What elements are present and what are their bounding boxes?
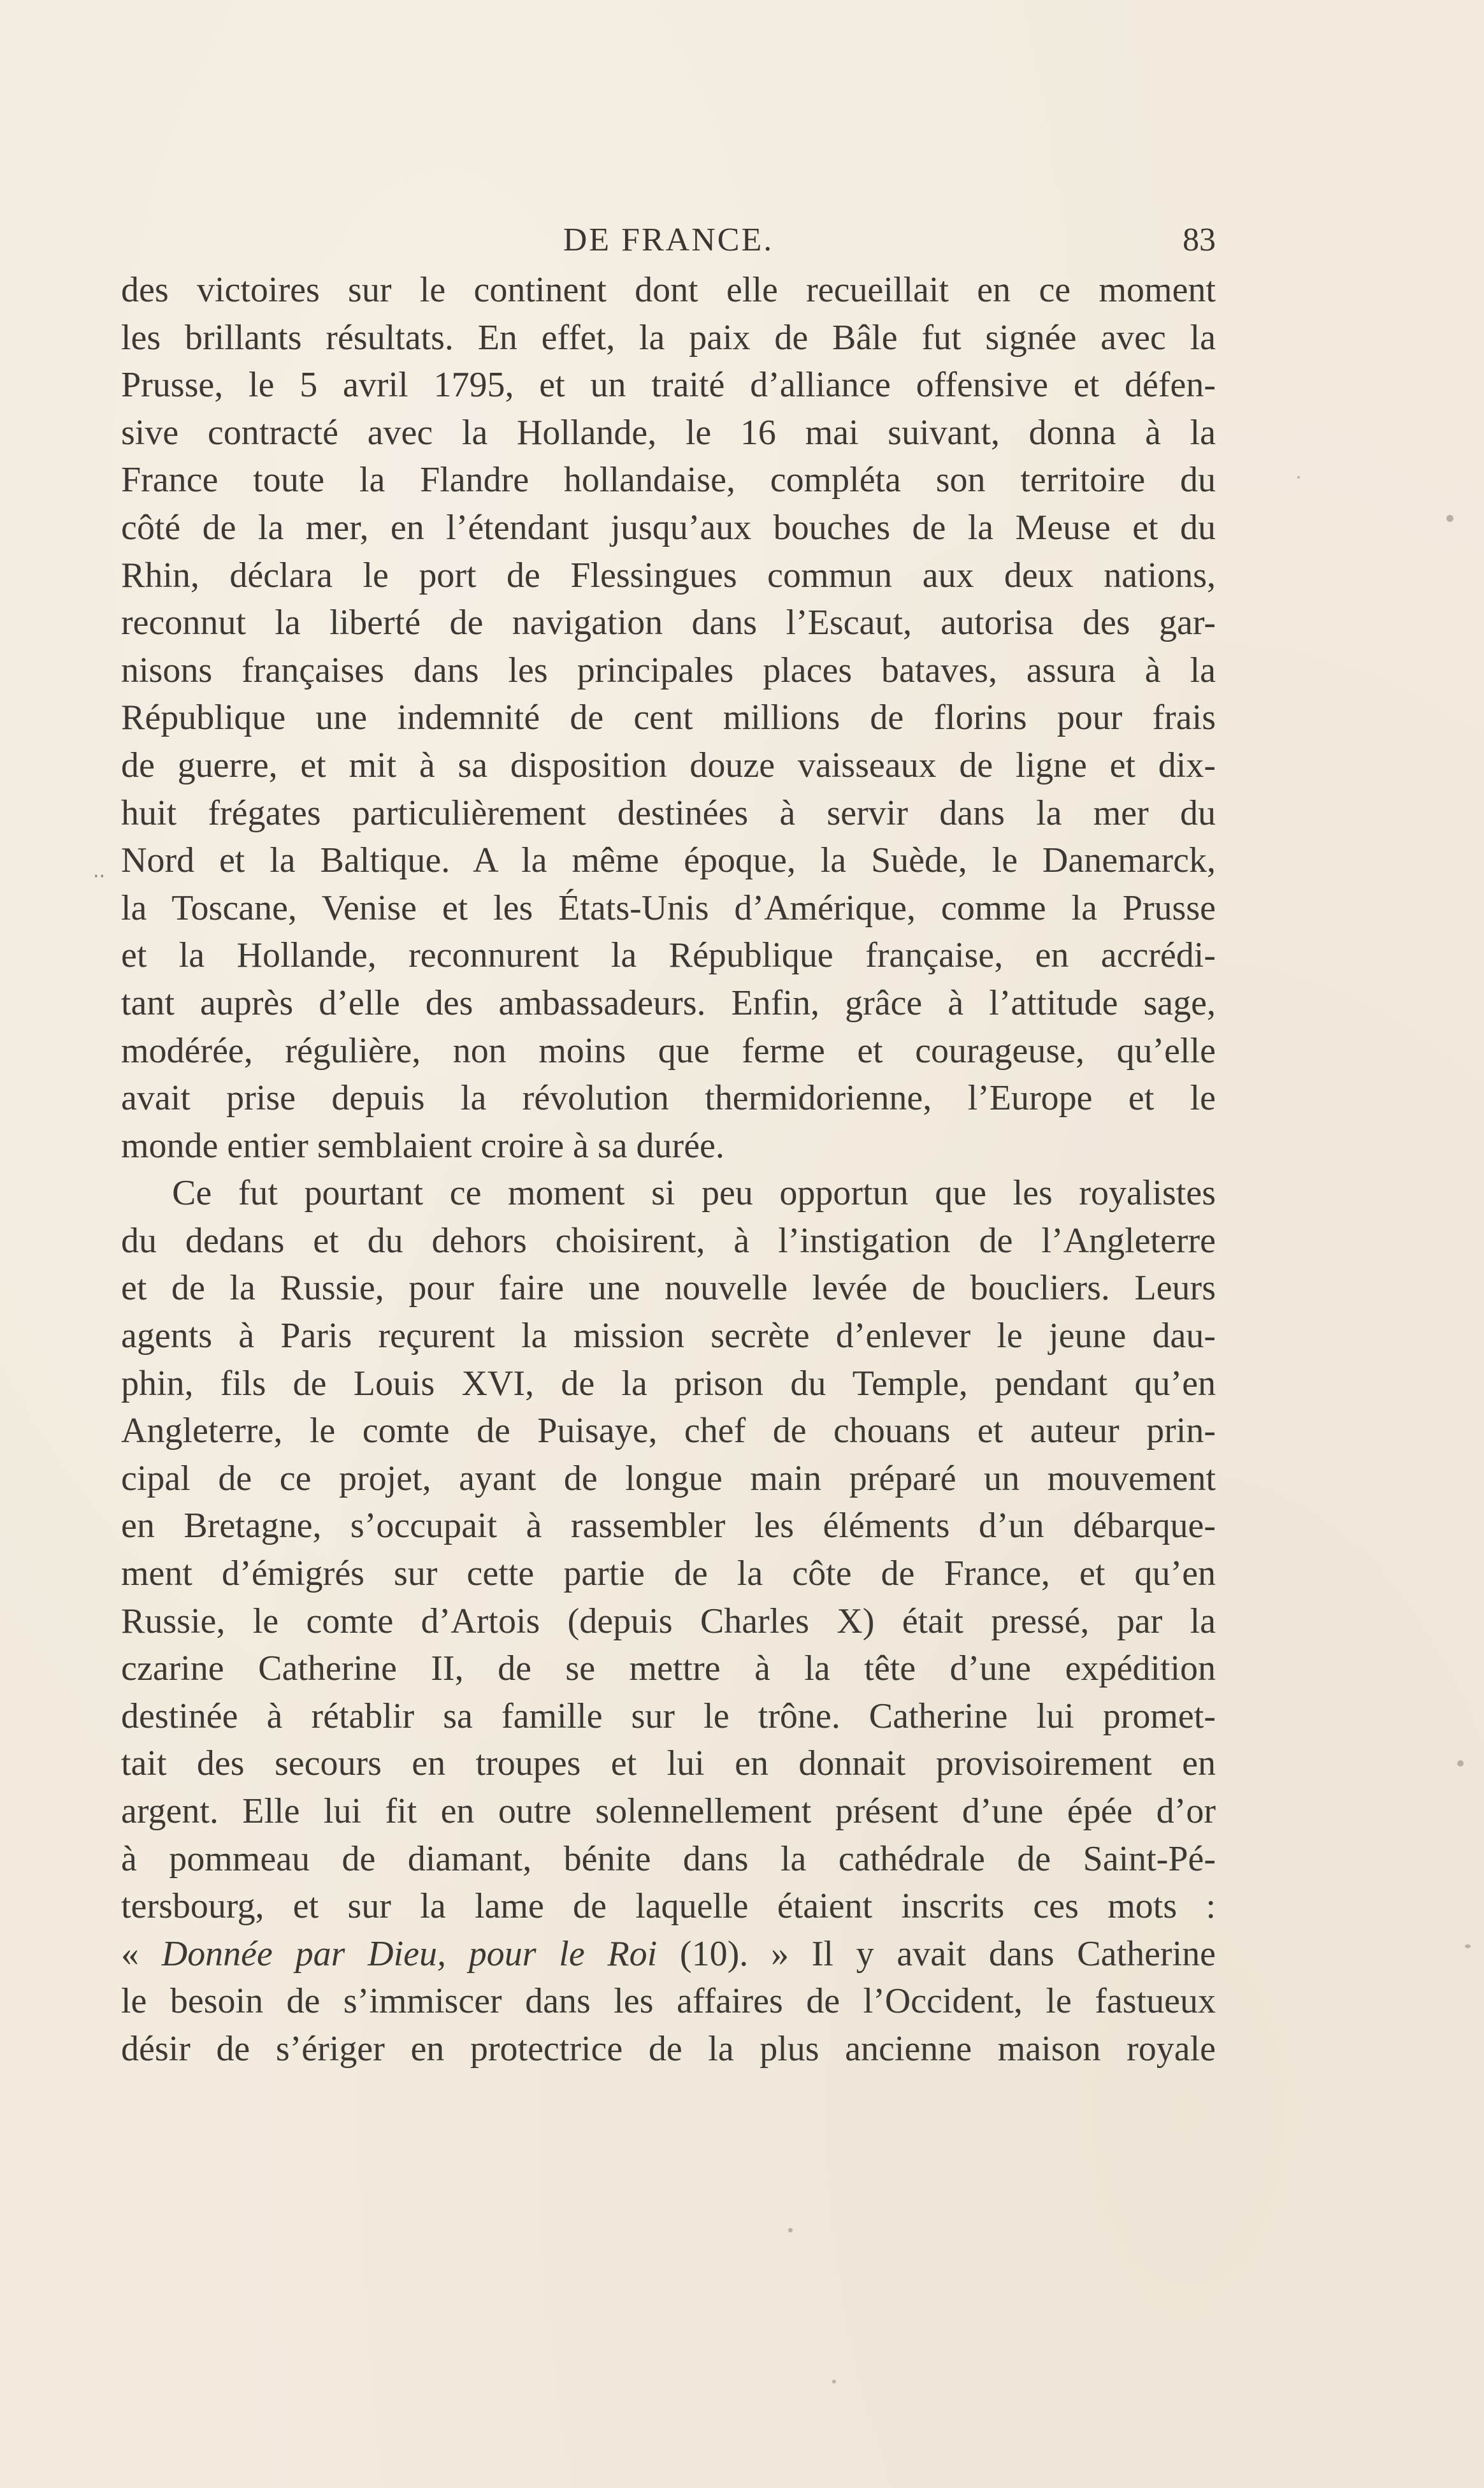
paper-speck bbox=[788, 2228, 793, 2232]
text-line: du dedans et du dehors choisirent, à l’instigation de l’Angleterre bbox=[121, 1220, 1216, 1261]
text-line: côté de la mer, en l’étendant jusqu’aux bouches de la Meuse et du bbox=[121, 507, 1216, 547]
paragraph-2 bbox=[121, 1169, 1216, 2072]
text-line: modérée, régulière, non moins que ferme et courageuse, qu’elle bbox=[121, 1031, 1216, 1071]
text-line: en Bretagne, s’occupait à rassembler les éléments d’un débarque- bbox=[121, 1506, 1216, 1546]
body-text bbox=[121, 266, 1216, 2073]
margin-dots: ·· bbox=[93, 865, 106, 888]
text-line: Ce fut pourtant ce moment si peu opportun que les royalistes bbox=[172, 1173, 1216, 1213]
text-line: agents à Paris reçurent la mission secrète d’enlever le jeune dau- bbox=[121, 1316, 1216, 1356]
quote-italic: Donnée par Dieu, pour le Roi bbox=[161, 1934, 658, 1974]
text-line: sive contracté avec la Hollande, le 16 mai suivant, donna à la bbox=[121, 412, 1216, 452]
text-line: Prusse, le 5 avril 1795, et un traité d’alliance offensive et défen- bbox=[121, 365, 1216, 405]
text-line: monde entier semblaient croire à sa durée. bbox=[121, 1125, 724, 1166]
text-line: phin, fils de Louis XVI, de la prison du Temple, pendant qu’en bbox=[121, 1363, 1216, 1403]
text-line: et la Hollande, reconnurent la République française, en accrédi- bbox=[121, 936, 1216, 976]
text-line: huit frégates particulièrement destinées à servir dans la mer du bbox=[121, 793, 1216, 833]
text-line: et de la Russie, pour faire une nouvelle levée de boucliers. Leurs bbox=[121, 1268, 1216, 1308]
text-line: ment d’émigrés sur cette partie de la côte de France, et qu’en bbox=[121, 1554, 1216, 1594]
text-line: Rhin, déclara le port de Flessingues commun aux deux nations, bbox=[121, 555, 1216, 595]
text-line: tait des secours en troupes et lui en donnait provisoirement en bbox=[121, 1744, 1216, 1784]
running-head bbox=[121, 218, 1216, 263]
text-line: reconnut la liberté de navigation dans l’Escaut, autorisa des gar- bbox=[121, 603, 1216, 643]
text-line: avait prise depuis la révolution thermidorienne, l’Europe et le bbox=[121, 1078, 1216, 1118]
text-line: de guerre, et mit à sa disposition douze vaisseaux de ligne et dix- bbox=[121, 745, 1216, 785]
text-line: des victoires sur le continent dont elle recueillait en ce moment bbox=[121, 270, 1216, 310]
text-line: destinée à rétablir sa famille sur le trône. Catherine lui promet- bbox=[121, 1696, 1216, 1736]
quote-rest: (10). » Il y avait dans Catherine bbox=[657, 1934, 1216, 1974]
text-line: argent. Elle lui fit en outre solennellement présent d’une épée d’or bbox=[121, 1791, 1216, 1831]
text-line: nisons françaises dans les principales places bataves, assura à la bbox=[121, 650, 1216, 690]
text-line: czarine Catherine II, de se mettre à la tête d’une expédition bbox=[121, 1649, 1216, 1689]
text-line: France toute la Flandre hollandaise, compléta son territoire du bbox=[121, 460, 1216, 500]
text-line: cipal de ce projet, ayant de longue main préparé un mouvement bbox=[121, 1458, 1216, 1498]
paper-speck bbox=[1446, 515, 1453, 522]
text-line: tant auprès d’elle des ambassadeurs. Enfin, grâce à l’attitude sage, bbox=[121, 983, 1216, 1023]
text-line: désir de s’ériger en protectrice de la plus ancienne maison royale bbox=[121, 2029, 1216, 2069]
page-number: 83 bbox=[1183, 222, 1216, 258]
text-line: République une indemnité de cent millions de florins pour frais bbox=[121, 698, 1216, 738]
text-line: Angleterre, le comte de Puisaye, chef de chouans et auteur prin- bbox=[121, 1411, 1216, 1451]
text-line: Nord et la Baltique. A la même époque, la Suède, le Danemarck, bbox=[121, 841, 1216, 881]
text-line: les brillants résultats. En effet, la paix de Bâle fut signée avec la bbox=[121, 317, 1216, 358]
text-line: Russie, le comte d’Artois (depuis Charles X) était pressé, par la bbox=[121, 1601, 1216, 1641]
text-line: tersbourg, et sur la lame de laquelle étaient inscrits ces mots : bbox=[121, 1886, 1216, 1927]
paper-speck bbox=[832, 2380, 836, 2383]
paragraph-1 bbox=[121, 266, 1216, 1169]
quote-open: « bbox=[121, 1934, 162, 1974]
quote-line bbox=[121, 1930, 1216, 1978]
paper-speck bbox=[1297, 476, 1300, 479]
text-line: à pommeau de diamant, bénite dans la cathédrale de Saint-Pé- bbox=[121, 1839, 1216, 1879]
text-line: la Toscane, Venise et les États-Unis d’Amérique, comme la Prusse bbox=[121, 888, 1216, 928]
running-title: DE FRANCE. bbox=[563, 222, 774, 258]
paper-speck bbox=[1465, 1944, 1471, 1948]
text-line: le besoin de s’immiscer dans les affaires de l’Occident, le fastueux bbox=[121, 1981, 1216, 2021]
paper-speck bbox=[1457, 1760, 1464, 1767]
